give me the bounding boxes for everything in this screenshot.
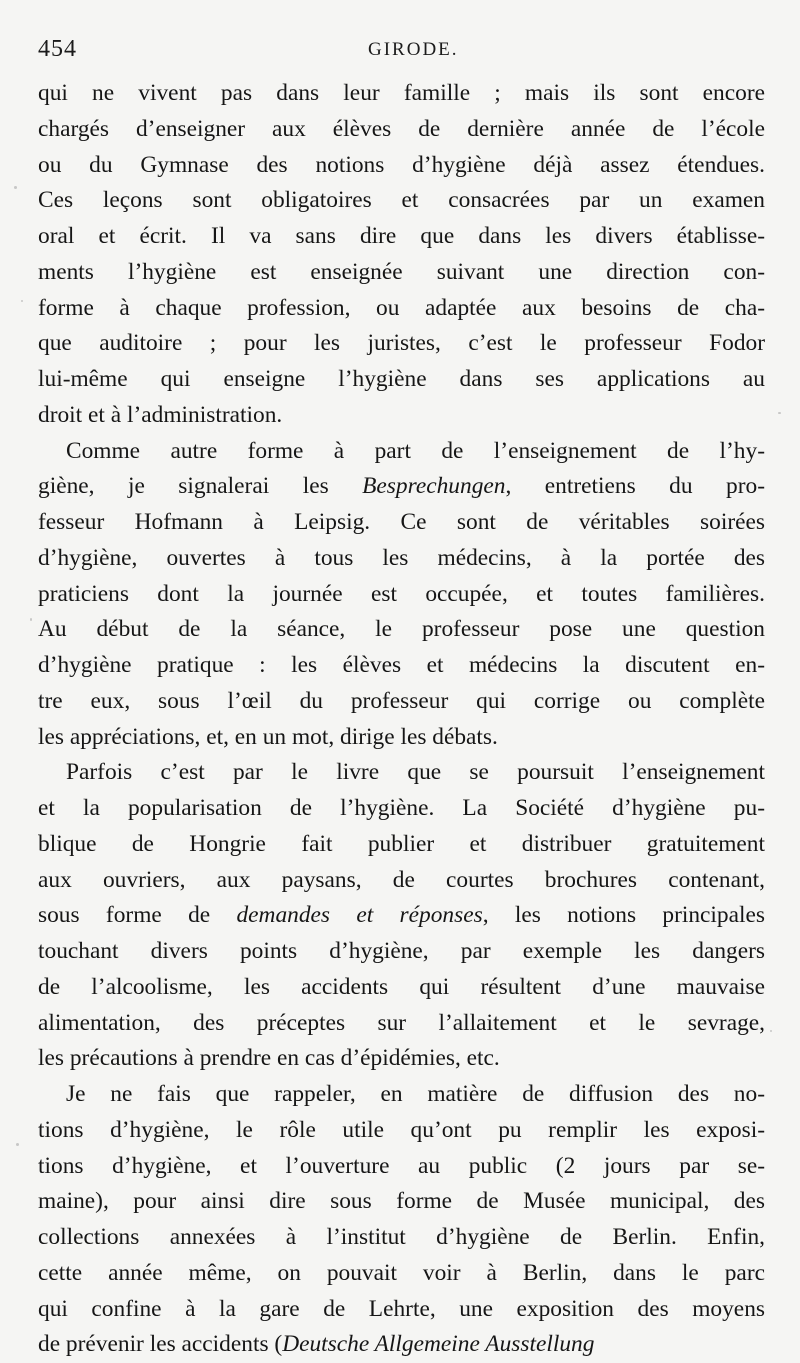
text-line: oral et écrit. Il va sans dire que dans les divers établisse- <box>38 223 765 249</box>
text-line: de l’alcoolisme, les accidents qui résultent d’une mauvaise <box>38 973 765 1000</box>
text-line: fesseur Hofmann à Leipsig. Ce sont de véritables soirées <box>38 509 765 535</box>
text-line: Je ne fais que rappeler, en matière de diffusion des no- <box>66 1081 765 1107</box>
text-line: praticiens dont la journée est occupée, et toutes familières. <box>38 580 765 607</box>
body-text <box>38 76 765 1363</box>
text-line: Parfois c’est par le livre que se poursuit l’enseignement <box>66 759 765 786</box>
scan-speck <box>770 1030 772 1032</box>
text-line: collections annexées à l’institut d’hygiène de Berlin. Enfin, <box>38 1224 765 1250</box>
text-line: maine), pour ainsi dire sous forme de Musée municipal, des <box>38 1188 765 1215</box>
paragraph <box>38 76 765 434</box>
italic-phrase: Besprechungen <box>362 473 506 500</box>
text-line: ments l’hygiène est enseignée suivant une direction con- <box>38 258 765 285</box>
paragraph <box>38 1077 765 1363</box>
text-line: d’hygiène pratique : les élèves et médecins la discutent en- <box>38 652 765 678</box>
text-line: touchant divers points d’hygiène, par exemple les dangers <box>38 938 765 964</box>
text-line: d’hygiène, ouvertes à tous les médecins, à la portée des <box>38 544 765 571</box>
running-title: GIRODE. <box>368 39 459 60</box>
scan-speck <box>14 186 17 189</box>
text-line: Comme autre forme à part de l’enseignement de l’hy- <box>66 437 765 464</box>
text-line: les précautions à prendre en cas d’épidémies, etc. <box>38 1045 500 1072</box>
scan-speck <box>30 618 32 621</box>
text-line: giène, je signalerai les Besprechungen, entretiens du pro- <box>38 473 765 500</box>
paragraph <box>38 755 765 1077</box>
text-line: tions d’hygiène, le rôle utile qu’ont pu remplir les exposi- <box>38 1116 765 1143</box>
text-line: qui confine à la gare de Lehrte, une exposition des moyens <box>38 1295 765 1322</box>
text-line: Au début de la séance, le professeur pose une question <box>38 616 765 643</box>
text-line: que auditoire ; pour les juristes, c’est le professeur Fodor <box>38 330 765 357</box>
text-line: alimentation, des préceptes sur l’allaitement et le sevrage, <box>38 1009 765 1036</box>
text-line: cette année même, on pouvait voir à Berlin, dans le parc <box>38 1259 765 1286</box>
text-line: tions d’hygiène, et l’ouverture au public (2 jours par se- <box>38 1152 765 1179</box>
text-line: droit et à l’administration. <box>38 401 283 428</box>
scan-speck <box>16 1143 19 1146</box>
running-head <box>38 36 773 66</box>
text-line: chargés d’enseigner aux élèves de dernière année de l’école <box>38 115 765 142</box>
scan-speck <box>21 300 23 302</box>
text-line: qui ne vivent pas dans leur famille ; mais ils sont encore <box>38 80 765 106</box>
paragraph <box>38 434 765 756</box>
text-line: de prévenir les accidents (Deutsche Allgemeine Ausstellung <box>38 1331 595 1358</box>
text-line: lui-même qui enseigne l’hygiène dans ses applications au <box>38 366 765 392</box>
scan-speck <box>778 412 781 414</box>
text-line: forme à chaque profession, ou adaptée aux besoins de cha- <box>38 294 765 321</box>
text-line: blique de Hongrie fait publier et distribuer gratuitement <box>38 830 765 857</box>
italic-phrase: demandes et réponses <box>236 902 483 929</box>
text-line: ou du Gymnase des notions d’hygiène déjà assez étendues. <box>38 151 765 178</box>
text-line: aux ouvriers, aux paysans, de courtes brochures contenant, <box>38 866 765 893</box>
italic-phrase: Deutsche Allgemeine Ausstellung <box>282 1331 595 1358</box>
text-line: Ces leçons sont obligatoires et consacrées par un examen <box>38 187 765 214</box>
page-number: 454 <box>38 36 77 62</box>
text-line: sous forme de demandes et réponses, les notions principales <box>38 902 765 929</box>
text-line: tre eux, sous l’œil du professeur qui corrige ou complète <box>38 687 765 714</box>
text-line: les appréciations, et, en un mot, dirige les débats. <box>38 723 498 750</box>
text-line: et la popularisation de l’hygiène. La Société d’hygiène pu- <box>38 795 765 821</box>
